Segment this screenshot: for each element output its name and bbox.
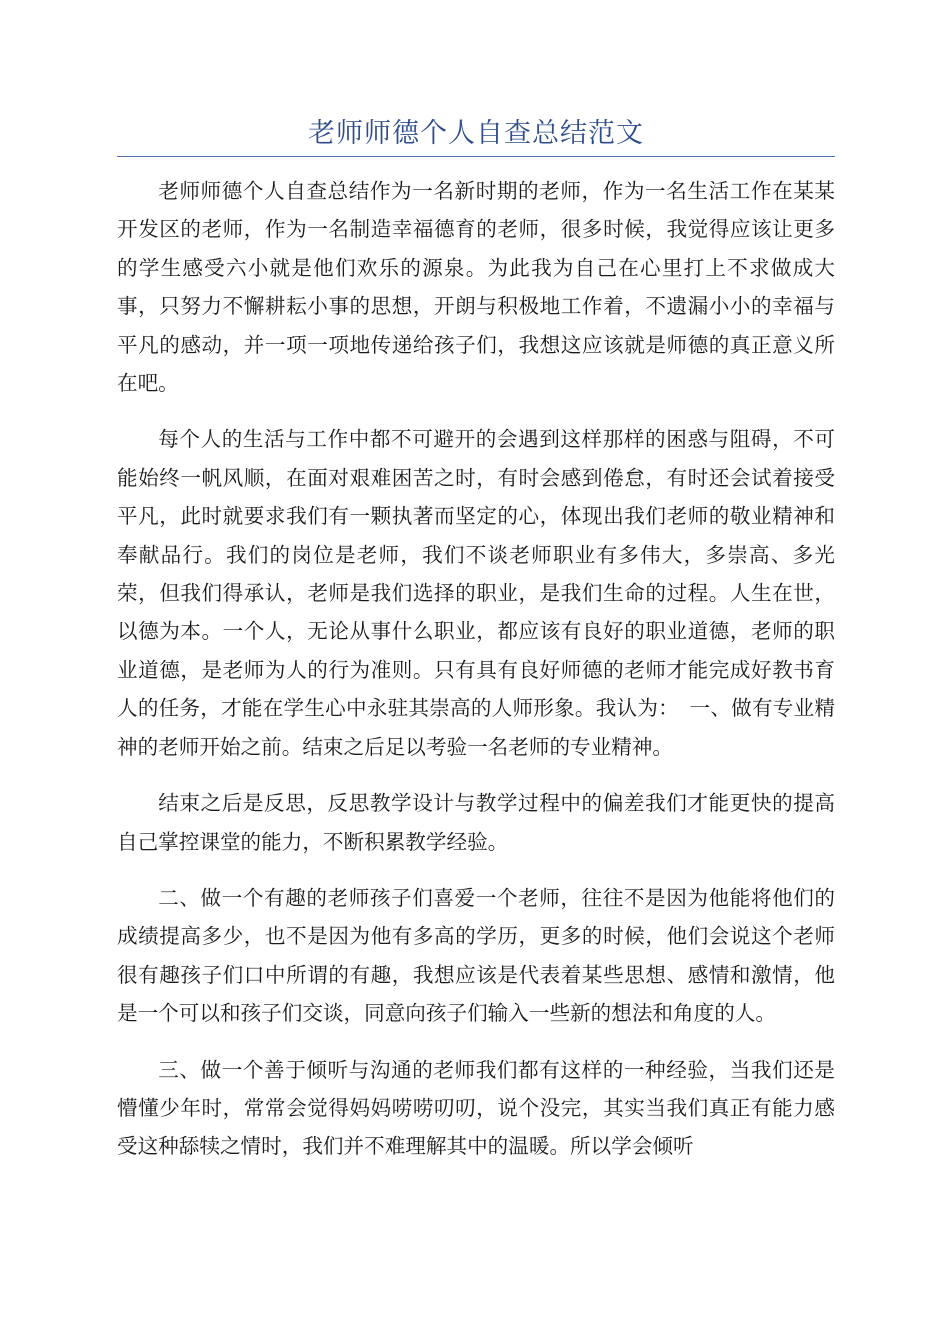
paragraph: 每个人的生活与工作中都不可避开的会遇到这样那样的困惑与阻碍，不可能始终一帆风顺，在面对艰难困苦之时，有时会感到倦怠，有时还会试着接受平凡，此时就要求我们有一颗执著而坚定的心，体现出我们老师的敬业精神和奉献品行。我们的岗位是老师，我们不谈老师职业有多伟大，多崇高、多光荣，但我们得承认，老师是我们选择的职业，是我们生命的过程。人生在世，以德为本。一个人，无论从事什么职业，都应该有良好的职业道德，老师的职业道德，是老师为人的行为准则。只有具有良好师德的老师才能完成好教书育人的任务，才能在学生心中永驻其崇高的人师形象。我认为： 一、做有专业精神的老师开始之前。结束之后足以考验一名老师的专业精神。 bbox=[117, 427, 835, 759]
paragraph: 二、做一个有趣的老师孩子们喜爱一个老师，往往不是因为他能将他们的成绩提高多少，也不是因为他有多高的学历，更多的时候，他们会说这个老师很有趣孩子们口中所谓的有趣，我想应该是代表着某些思想、感情和激情，他是一个可以和孩子们交谈，同意向孩子们输入一些新的想法和角度的人。 bbox=[117, 885, 835, 1026]
document-body bbox=[117, 172, 835, 1184]
document-title: 老师师德个人自查总结范文 bbox=[308, 118, 644, 149]
document-page bbox=[117, 0, 835, 1344]
paragraph: 结束之后是反思，反思教学设计与教学过程中的偏差我们才能更快的提高自己掌控课堂的能力，不断积累教学经验。 bbox=[117, 791, 835, 854]
paragraph: 老师师德个人自查总结作为一名新时期的老师，作为一名生活工作在某某开发区的老师，作为一名制造幸福德育的老师，很多时候，我觉得应该让更多的学生感受六小就是他们欢乐的源泉。为此我为自己在心里打上不求做成大事，只努力不懈耕耘小事的思想，开朗与积极地工作着，不遗漏小小的幸福与平凡的感动，并一项一项地传递给孩子们，我想这应该就是师德的真正意义所在吧。 bbox=[117, 179, 835, 396]
paragraph: 三、做一个善于倾听与沟通的老师我们都有这样的一种经验，当我们还是懵懂少年时，常常会觉得妈妈唠唠叨叨，说个没完，其实当我们真正有能力感受这种舔犊之情时，我们并不难理解其中的温暖。所以学会倾听 bbox=[117, 1057, 835, 1159]
title-block bbox=[117, 112, 835, 157]
